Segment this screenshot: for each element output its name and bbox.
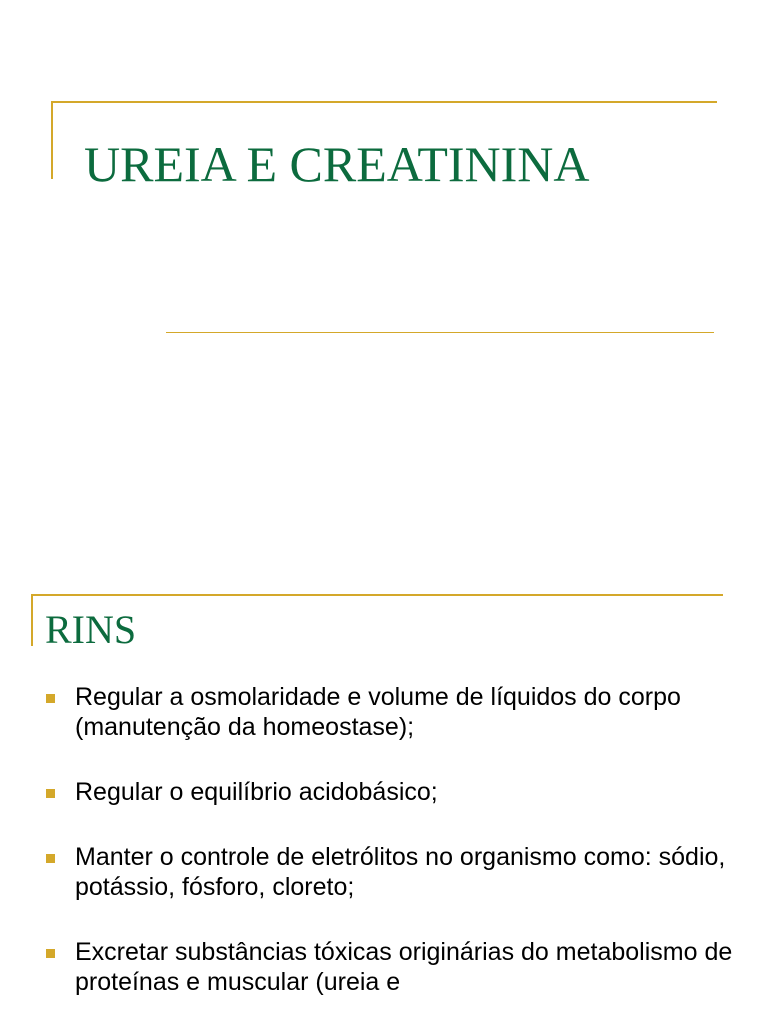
subtitle-rule — [166, 332, 714, 333]
slide-rins — [0, 576, 768, 1024]
heading-frame-left-rule — [31, 594, 33, 646]
square-bullet-icon — [46, 949, 55, 958]
square-bullet-icon — [46, 789, 55, 798]
bullet-item — [44, 937, 734, 997]
square-bullet-icon — [46, 854, 55, 863]
bullet-text: Regular o equilíbrio acidobásico; — [75, 778, 438, 806]
bullet-list — [44, 682, 734, 1024]
bullet-text: Excretar substâncias tóxicas originárias do metabolismo de proteínas e muscular (ureia e — [75, 938, 733, 996]
slide-title-heading: UREIA E CREATININA — [84, 136, 590, 192]
slide-heading: RINS — [45, 607, 137, 652]
title-frame-top-rule — [51, 101, 717, 103]
heading-frame-top-rule — [31, 594, 723, 596]
bullet-item — [44, 842, 734, 902]
title-frame-left-rule — [51, 101, 53, 179]
bullet-text: Manter o controle de eletrólitos no organismo como: sódio, potássio, fósforo, cloreto; — [75, 843, 726, 901]
square-bullet-icon — [46, 694, 55, 703]
bullet-item — [44, 682, 734, 742]
bullet-item — [44, 777, 734, 807]
bullet-text: Regular a osmolaridade e volume de líquidos do corpo (manutenção da homeostase); — [75, 683, 681, 741]
